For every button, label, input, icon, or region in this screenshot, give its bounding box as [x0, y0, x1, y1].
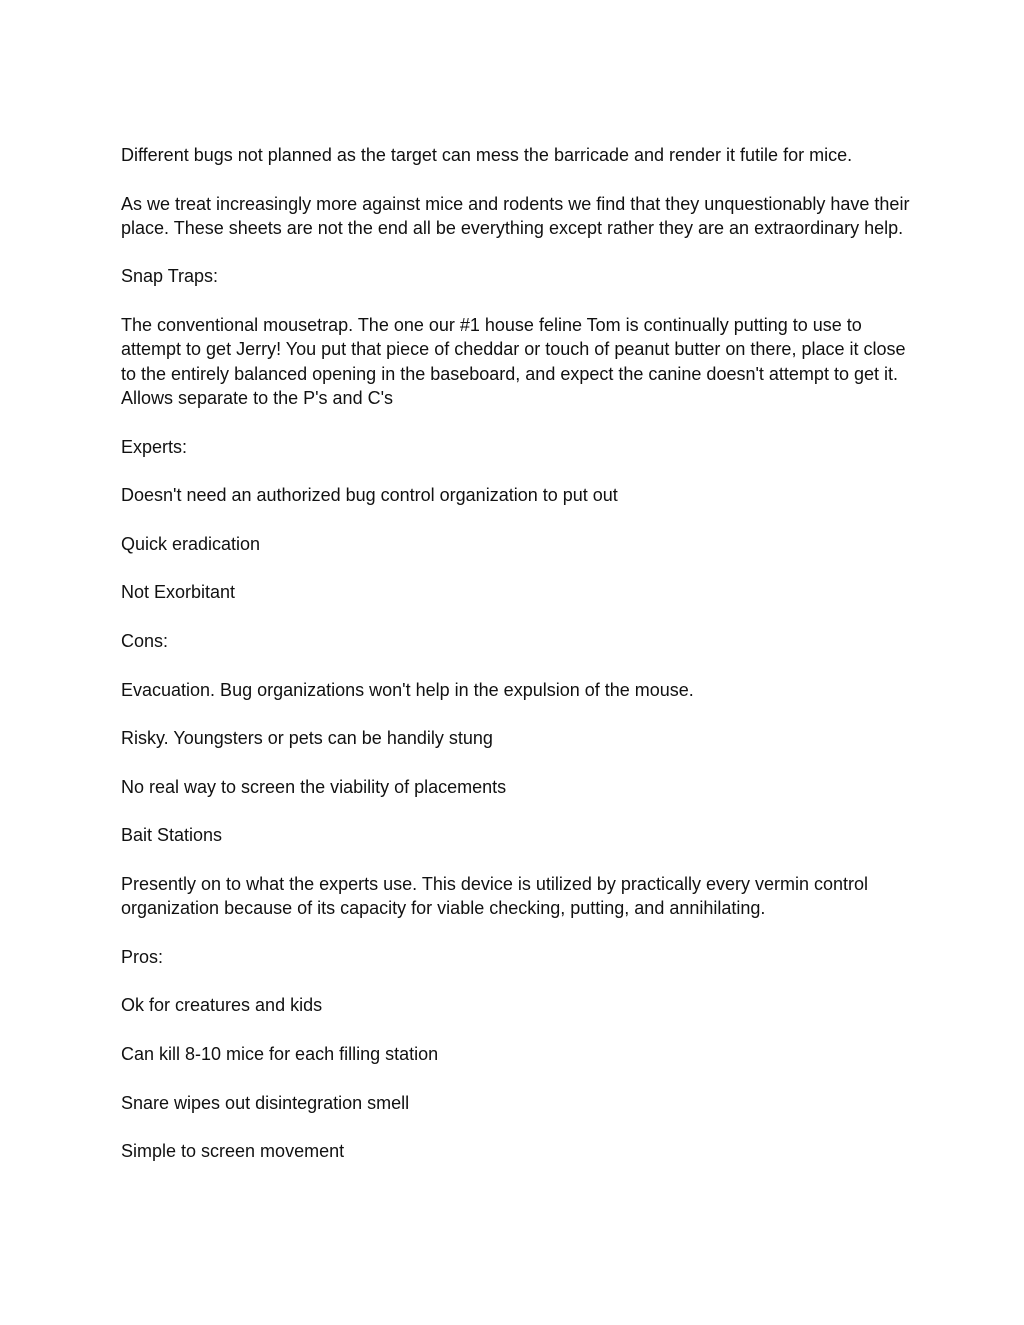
- list-item: Quick eradication: [121, 533, 261, 554]
- paragraph-snap-traps: The conventional mousetrap. The one our #1 house feline Tom is continually putting to use to attempt to get Jerry! You put that piece of cheddar or touch of peanut butter on there, place it close to the entirely balanced opening in the baseboard, and expect the canine doesn't attempt to get it. Allows separate to the P's and C's: [121, 315, 906, 408]
- list-item: No real way to screen the viability of placements: [121, 776, 507, 797]
- heading-bait-stations: Bait Stations: [121, 825, 223, 846]
- document-body: [121, 143, 911, 1188]
- list-item: Risky. Youngsters or pets can be handily stung: [121, 728, 493, 749]
- heading-cons: Cons:: [121, 630, 169, 651]
- list-item: Not Exorbitant: [121, 582, 236, 603]
- list-item: Can kill 8-10 mice for each filling station: [121, 1043, 439, 1064]
- paragraph-context: As we treat increasingly more against mice and rodents we find that they unquestionably have their place. These sheets are not the end all be everything except rather they are an extraordinary help.: [121, 193, 910, 238]
- paragraph-bait-stations: Presently on to what the experts use. This device is utilized by practically every vermin control organization because of its capacity for viable checking, putting, and annihilating.: [121, 873, 868, 919]
- list-item: Snare wipes out disintegration smell: [121, 1092, 410, 1113]
- heading-pros: Pros:: [121, 946, 164, 967]
- paragraph-intro: Different bugs not planned as the target can mess the barricade and render it futile for mice.: [121, 145, 853, 165]
- list-item: Doesn't need an authorized bug control organization to put out: [121, 485, 618, 506]
- list-item: Evacuation. Bug organizations won't help in the expulsion of the mouse.: [121, 679, 694, 700]
- list-item: Simple to screen movement: [121, 1141, 345, 1162]
- heading-snap-traps: Snap Traps:: [121, 266, 219, 287]
- list-item: Ok for creatures and kids: [121, 995, 323, 1016]
- heading-experts: Experts:: [121, 436, 188, 457]
